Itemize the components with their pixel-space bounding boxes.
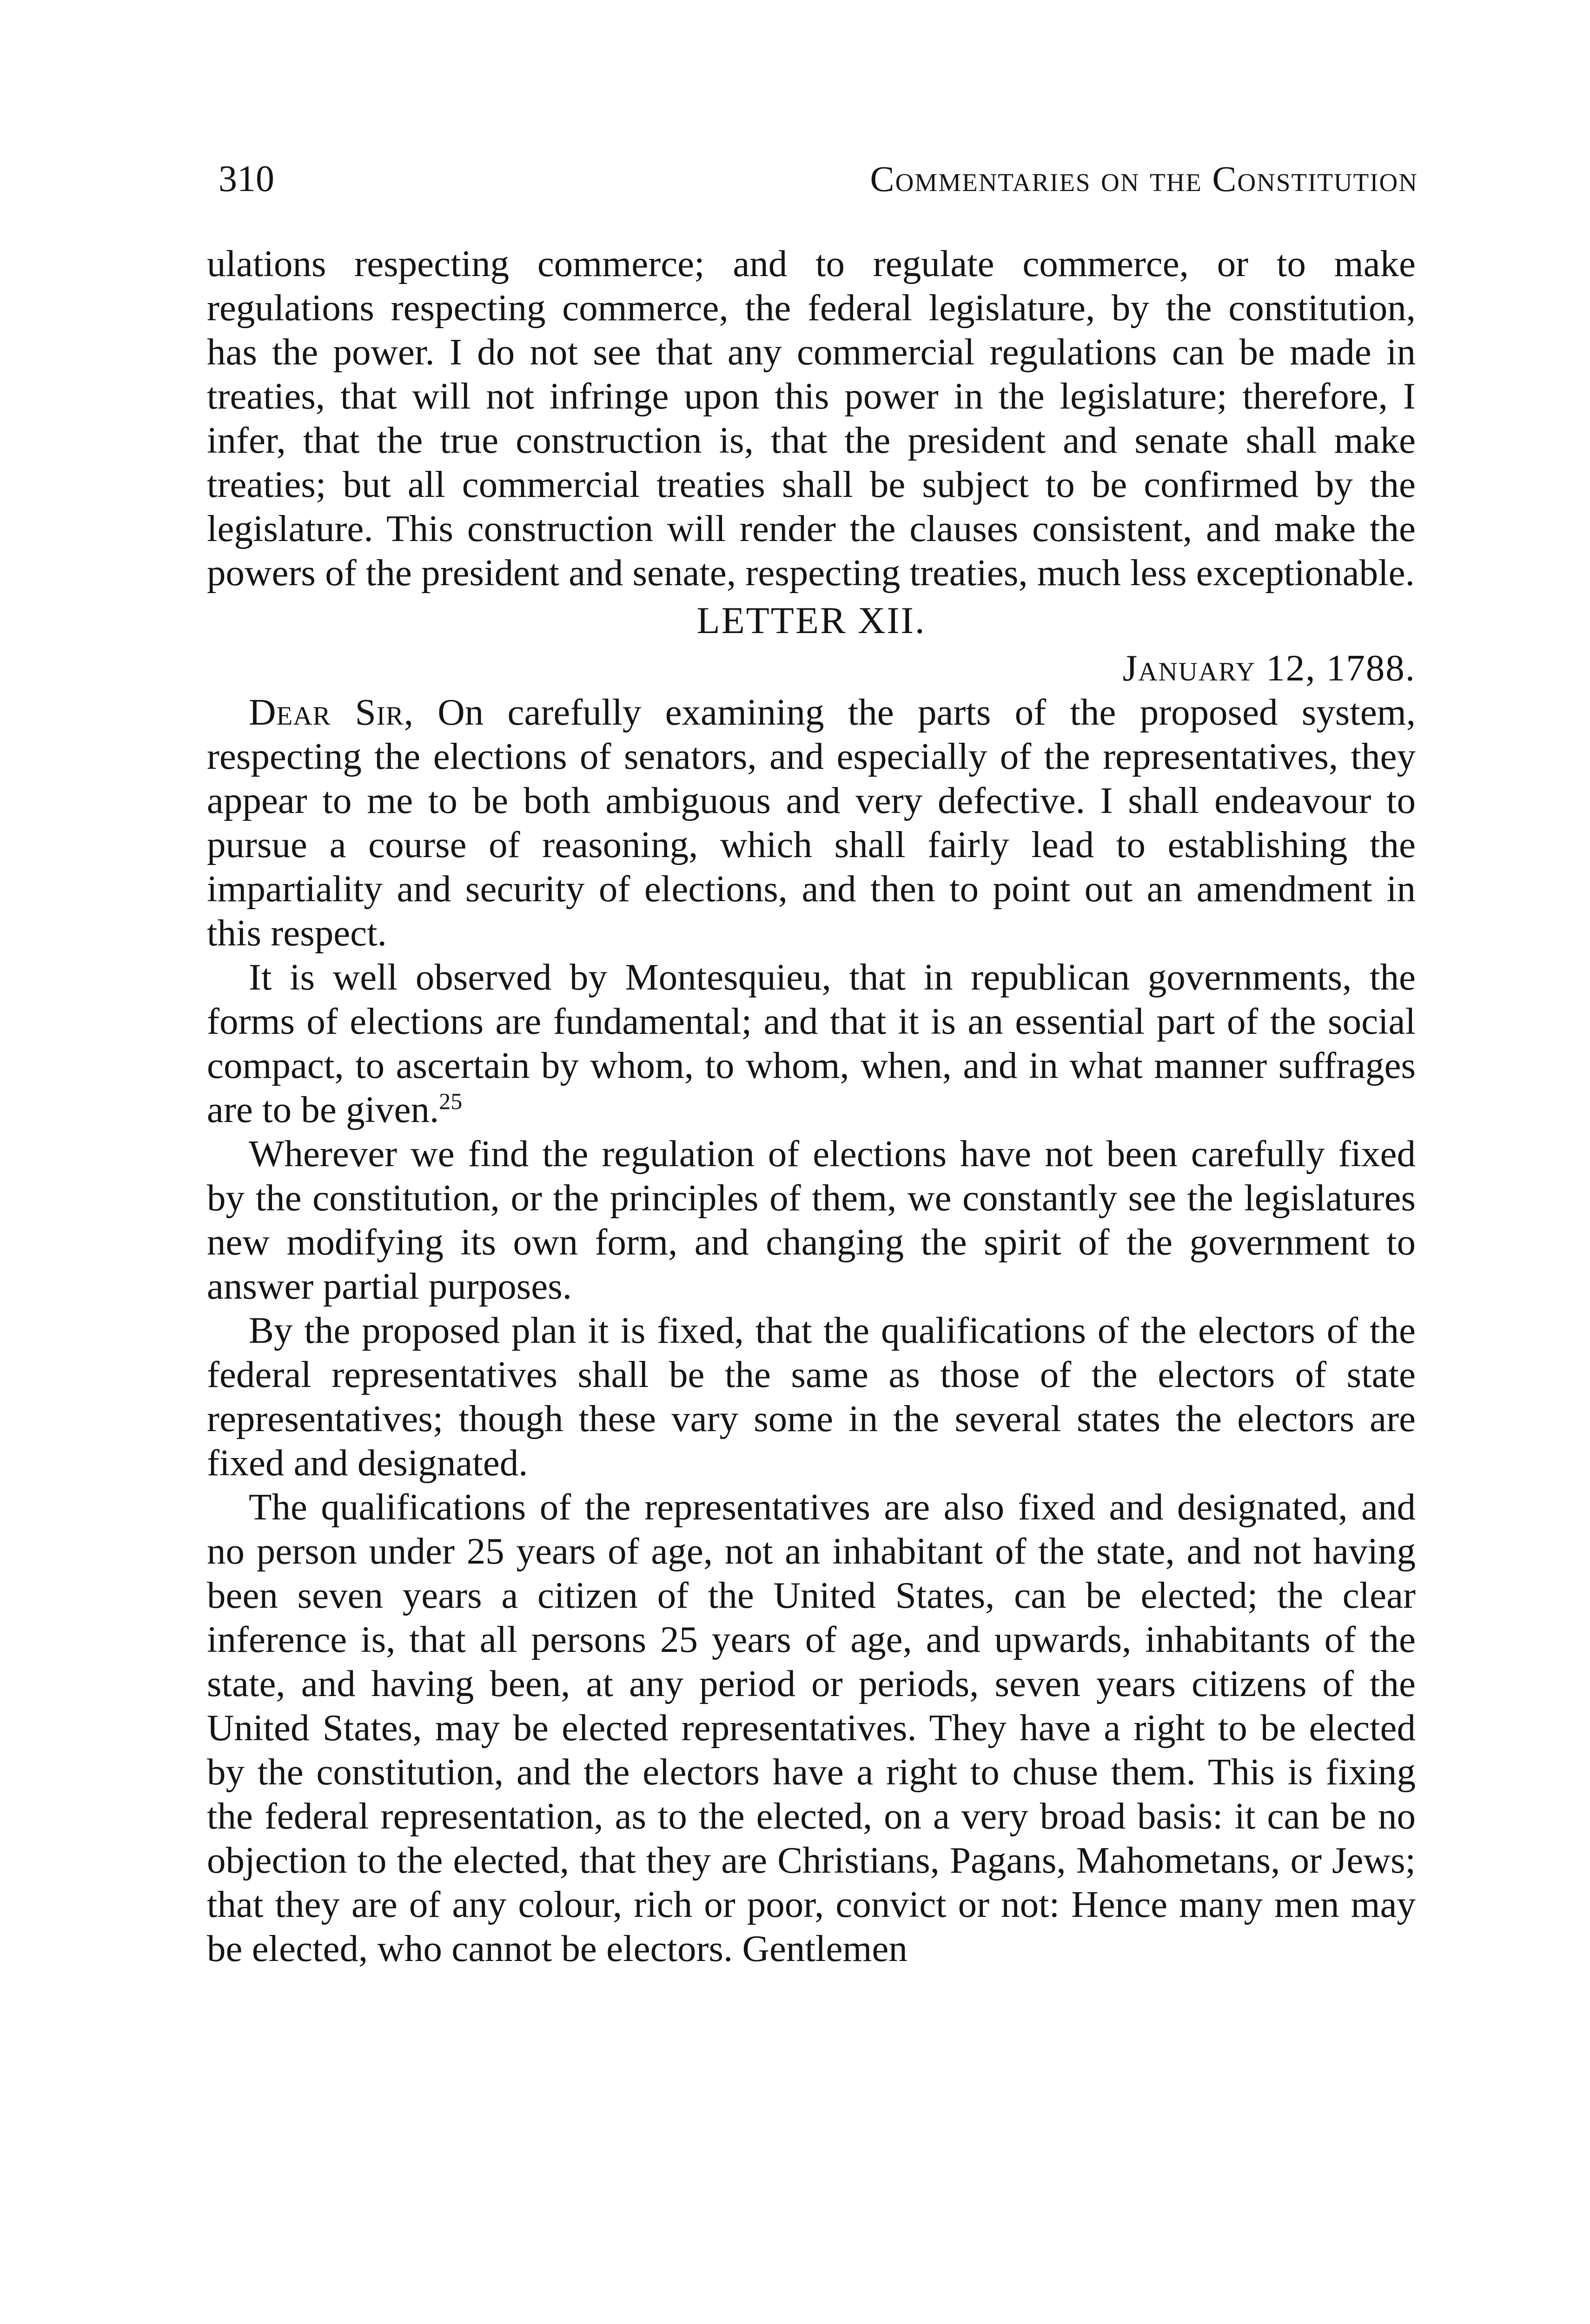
running-title: Commentaries on the Constitution [870, 158, 1418, 199]
paragraph-5: The qualifications of the representatives are also fixed and designated, and no person under 25 years of age, not an inhabitant of the state, and not having been seven years a citizen of the United States, can be elected; the clear inference is, that all persons 25 years of age, and upwards, inhabitants of the state, and having been, at any period or periods, seven years citizens of the United States, may be elected representatives. They have a right to be elected by the constitution, and the electors have a right to chuse them. This is fixing the federal representation, as to the elected, on a very broad basis: it can be no objection to the elected, that they are Christians, Pagans, Mahometans, or Jews; that they are of any colour, rich or poor, convict or not: Hence many men may be elected, who cannot be electors. Gentlemen [207, 1486, 1416, 1969]
paragraph-1-text: On carefully examining the parts of the proposed system, respecting the elections of senators, and especially of the representatives, they appear to me to be both ambiguous and very defective. I shall endeavour to pursue a course of reasoning, which shall fairly lead to establishing the impartiality and security of elections, and then to point out an amendment in this respect. [207, 691, 1416, 954]
paragraph-2 [207, 955, 1416, 1132]
letter-date: January 12, 1788. [1122, 647, 1416, 689]
salutation: Dear Sir, [249, 691, 414, 733]
continuation-paragraph: ulations respecting commerce; and to regulate commerce, or to make regulations respecting commerce, the federal legislature, by the constitution, has the power. I do not see that any commercial regulations can be made in treaties, that will not infringe upon this power in the legislature; therefore, I infer, that the true construction is, that the president and senate shall make treaties; but all commercial treaties shall be subject to be confirmed by the legislature. This construction will render the clauses consistent, and make the powers of the president and senate, respecting treaties, much less exceptionable. [207, 243, 1416, 594]
running-head [219, 153, 1418, 205]
paragraph-4: By the proposed plan it is fixed, that the qualifications of the electors of the federal representatives shall be the same as those of the electors of state representatives; though these vary some in the several states the electors are fixed and designated. [207, 1309, 1416, 1484]
paragraph-3: Wherever we find the regulation of elections have not been carefully fixed by the constitution, or the principles of them, we constantly see the legislatures new modifying its own form, and changing the spirit of the government to answer partial purposes. [207, 1133, 1416, 1307]
footnote-reference: 25 [439, 1088, 463, 1114]
letter-heading: LETTER XII. [696, 599, 926, 641]
salutation-paragraph [207, 690, 1416, 955]
paragraph-2-text: It is well observed by Montesquieu, that in republican governments, the forms of elections are fundamental; and that it is an essential part of the social compact, to ascertain by whom, to whom, when, and in what manner suffrages are to be given. [207, 956, 1416, 1130]
body-text [207, 242, 1416, 1971]
page-number: 310 [219, 158, 274, 199]
